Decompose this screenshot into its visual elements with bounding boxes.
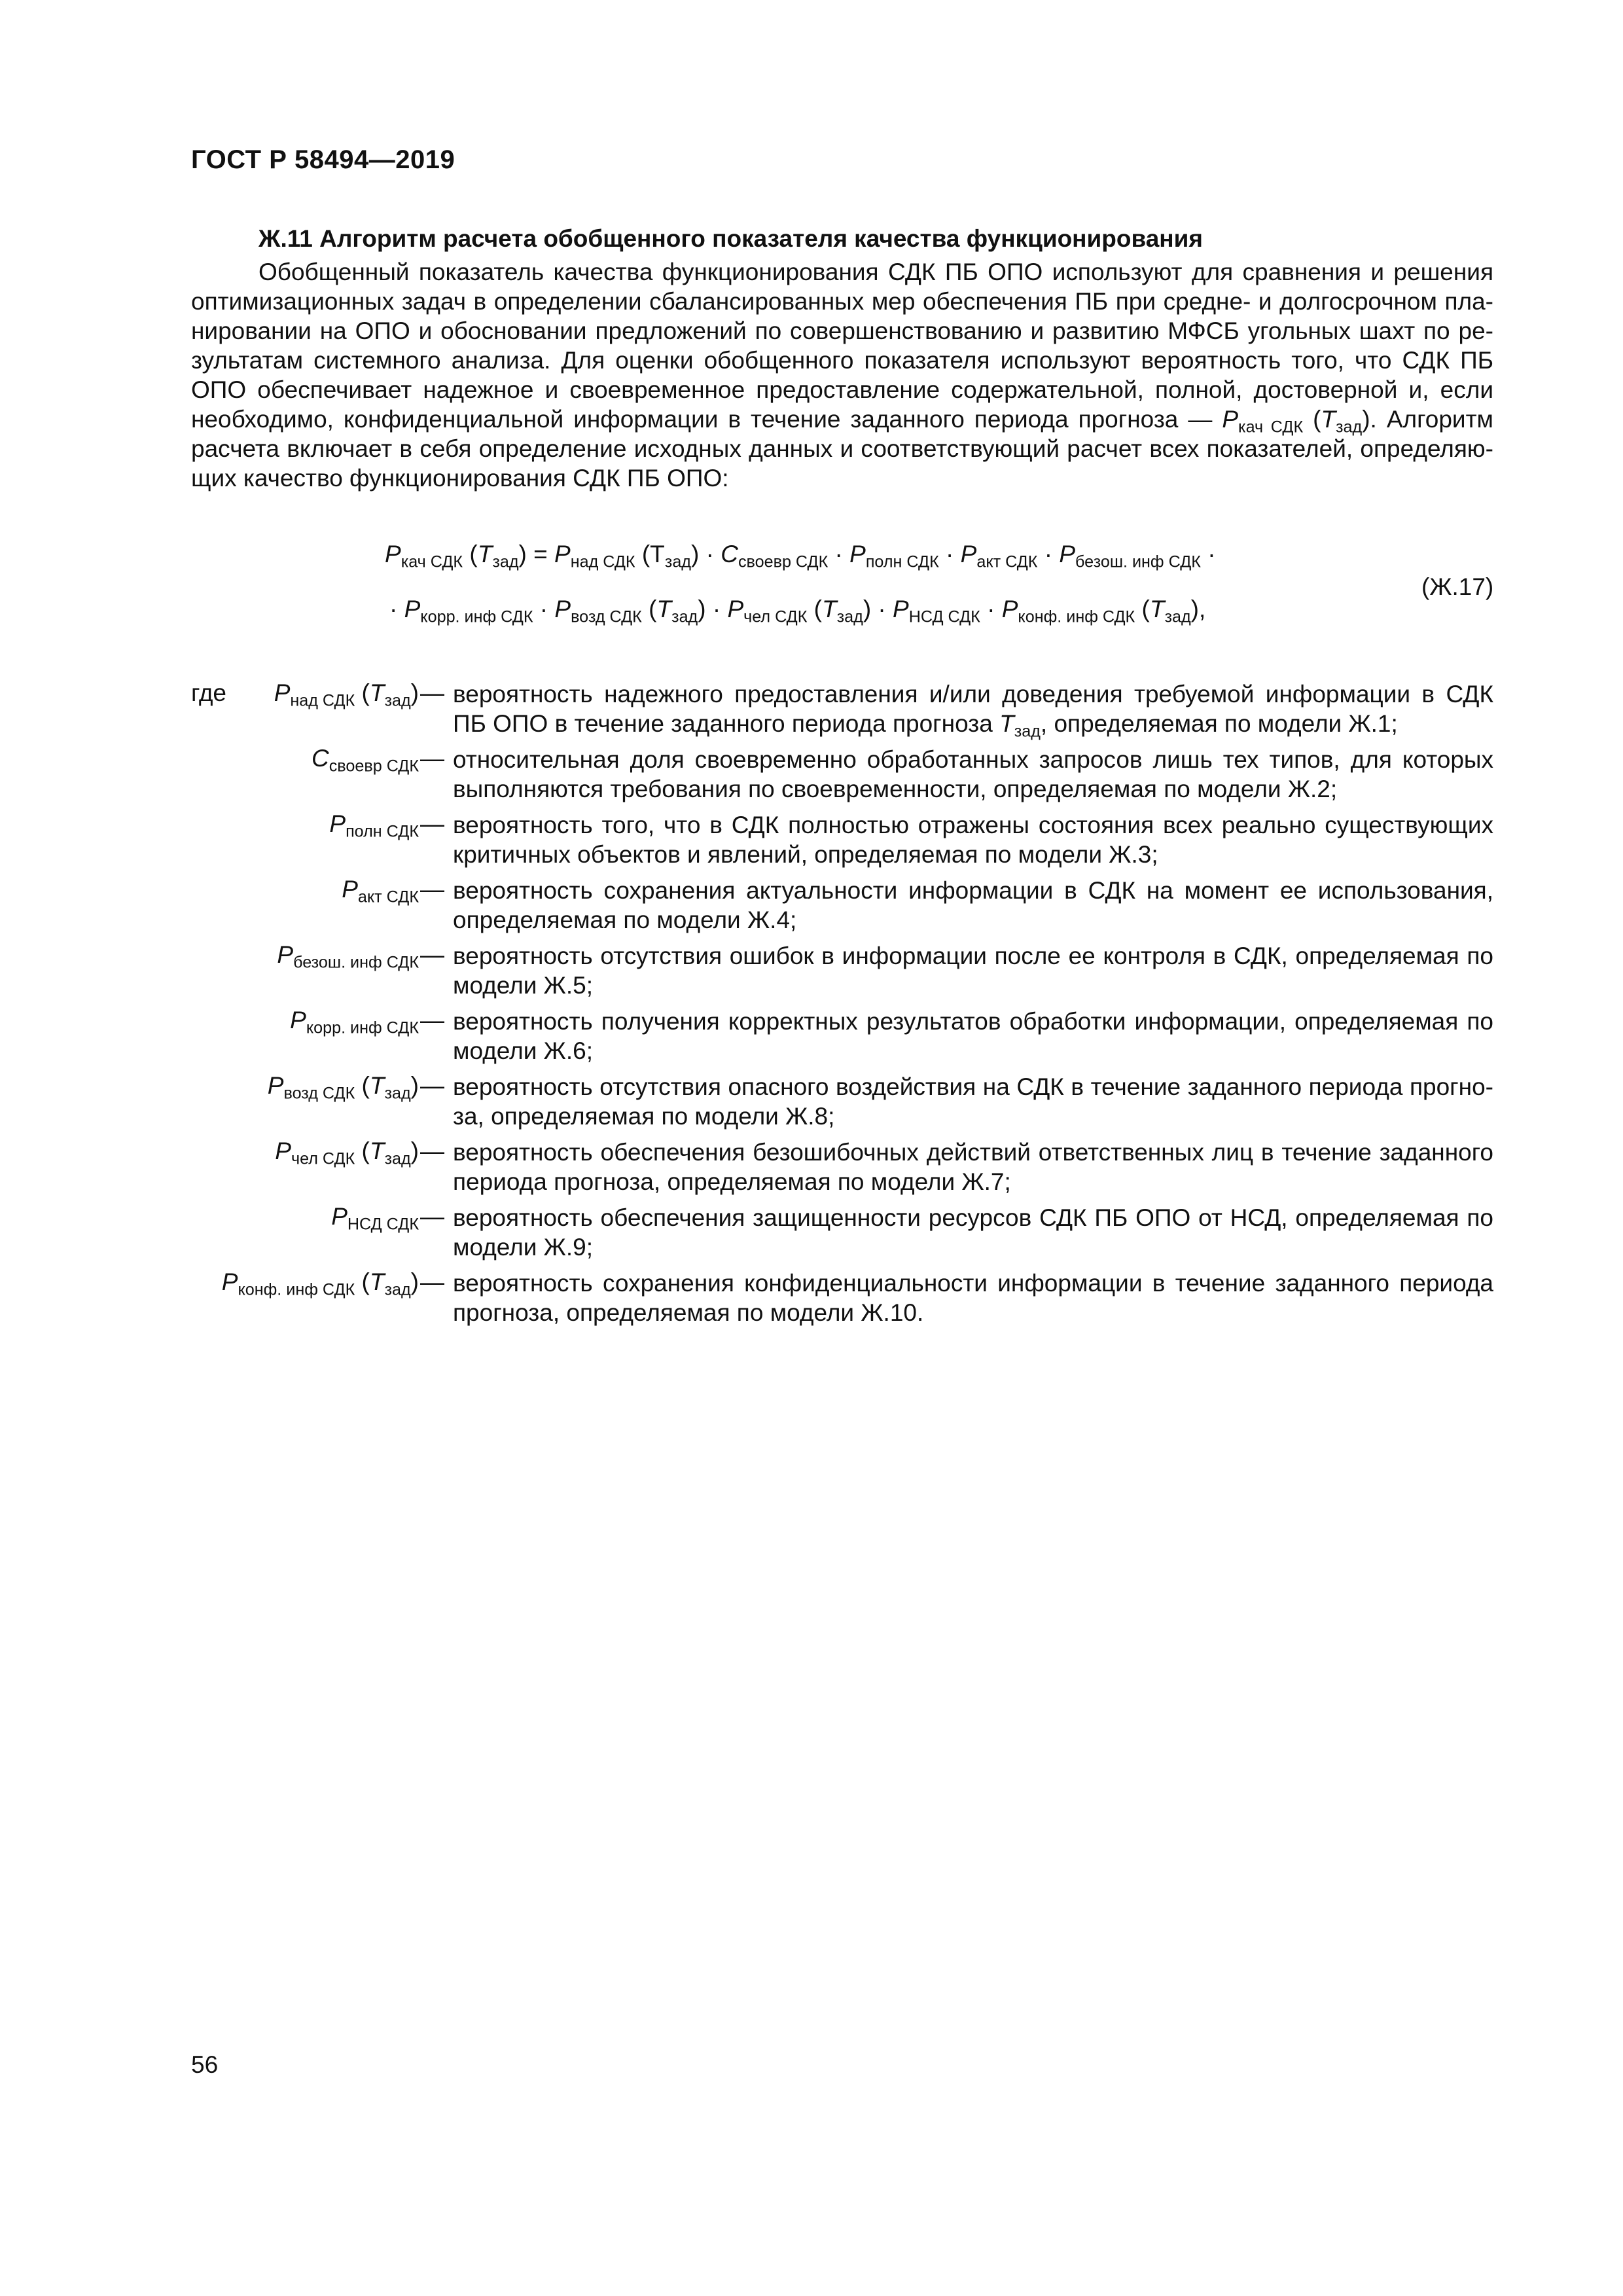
symbol-subscript: полн СДК bbox=[346, 822, 419, 841]
formula-token: (Т bbox=[635, 541, 665, 567]
symbol-subscript: безош. инф СДК bbox=[293, 953, 419, 972]
symbol-subscript: над СДК bbox=[290, 691, 355, 710]
definition-symbol: $P_{чел СДК}$ $(T_{зад})$ bbox=[275, 1138, 419, 1168]
formula-token: · bbox=[828, 541, 850, 567]
document-header: ГОСТ Р 58494—2019 bbox=[191, 145, 455, 174]
formula-subscript: акт СДК bbox=[976, 552, 1038, 571]
formula-token: P bbox=[893, 596, 909, 622]
formula-subscript: зад bbox=[492, 552, 519, 571]
definition-text bbox=[453, 1138, 1493, 1196]
formula-subscript: зад bbox=[836, 607, 863, 626]
definition-dash: — bbox=[420, 1268, 444, 1295]
formula-subscript: зад bbox=[671, 607, 698, 626]
formula-token: P bbox=[404, 596, 421, 622]
formula-subscript: своевр СДК bbox=[738, 552, 829, 571]
definition-symbol bbox=[331, 1203, 419, 1234]
paragraph-symbol-sub: кач СДК bbox=[1238, 418, 1304, 437]
definition-dash: — bbox=[420, 810, 444, 837]
definition-symbol bbox=[277, 941, 419, 972]
definition-dash: — bbox=[420, 1203, 444, 1230]
formula-token: P bbox=[1059, 541, 1076, 567]
formula-line-2 bbox=[389, 596, 1206, 626]
definition-text bbox=[453, 876, 1493, 935]
formula-token: · bbox=[1037, 541, 1060, 567]
definition-text-main: вероятность отсутствия опасного воздействия на СДК в течение заданного периода прогно-за, определяемая по модели Ж.8; bbox=[453, 1073, 1493, 1130]
definition-symbol bbox=[329, 810, 419, 841]
formula-token: ( bbox=[641, 596, 657, 622]
definition-text-main: вероятность отсутствия ошибок в информации после ее контроля в СДК, определяемая по модели Ж.5; bbox=[453, 942, 1493, 999]
section-title: Ж.11 Алгоритм расчета обобщенного показателя качества функционирования bbox=[259, 225, 1203, 252]
formula-token: ), bbox=[1190, 596, 1206, 622]
formula-token: ( bbox=[807, 596, 822, 622]
symbol-subscript: своевр СДК bbox=[329, 757, 419, 776]
paragraph-symbol: P bbox=[1222, 406, 1239, 433]
symbol-letter: P bbox=[274, 679, 291, 706]
definition-text-main: вероятность обеспечения защищенности ресурсов СДК ПБ ОПО от НСД, определяемая по модели Ж.9; bbox=[453, 1204, 1493, 1261]
definition-dash: — bbox=[420, 1138, 444, 1164]
definition-symbol bbox=[342, 876, 419, 906]
symbol-arg: T bbox=[369, 1268, 385, 1295]
definition-text-main: вероятность надежного предоставления и/или доведения требуемой информации в СДК ПБ ОПО в течение заданного периода прогноза bbox=[453, 681, 1493, 737]
symbol-arg: T bbox=[369, 679, 385, 706]
formula-line-1 bbox=[385, 541, 1216, 571]
symbol-letter: P bbox=[277, 941, 294, 968]
formula-subscript: зад bbox=[664, 552, 691, 571]
symbol-letter: P bbox=[267, 1072, 284, 1099]
formula-subscript: кач СДК bbox=[401, 552, 463, 571]
symbol-letter: P bbox=[331, 1203, 348, 1230]
formula-token: ) · bbox=[863, 596, 893, 622]
definition-text-main: относительная доля своевременно обработанных запросов лишь тех типов, для которых выполняются требования по своевременности, определяемая по модели Ж.2; bbox=[453, 746, 1493, 802]
formula-token: P bbox=[1001, 596, 1018, 622]
formula-subscript: полн СДК bbox=[865, 552, 939, 571]
definition-text bbox=[453, 1268, 1493, 1327]
definition-text bbox=[453, 1072, 1493, 1131]
paragraph-tail: Алгоритм расчета включает в себя определение исходных данных и соответствующий расчет всех показателей, определяю-щих качество функционирования СДК ПБ ОПО: bbox=[191, 406, 1493, 492]
definition-text-main: вероятность того, что в СДК полностью отражены состояния всех реально существующих критичных объектов и явлений, определяемая по модели Ж.3; bbox=[453, 812, 1493, 868]
definition-text-main: вероятность сохранения конфиденциальности информации в течение заданного периода прогноза, определяемая по модели Ж.10. bbox=[453, 1270, 1493, 1326]
definition-text bbox=[453, 1203, 1493, 1262]
symbol-arg-subscript: зад bbox=[384, 1280, 411, 1299]
symbol-letter: C bbox=[311, 745, 329, 772]
formula-subscript: безош. инф СДК bbox=[1075, 552, 1201, 571]
definition-text bbox=[453, 745, 1493, 804]
formula-number: (Ж.17) bbox=[1421, 573, 1494, 600]
formula-subscript: НСД СДК bbox=[908, 607, 980, 626]
formula-token: P bbox=[727, 596, 744, 622]
formula-subscript: зад bbox=[1164, 607, 1191, 626]
symbol-subscript: НСД СДК bbox=[347, 1215, 419, 1234]
definition-text bbox=[453, 1007, 1493, 1066]
definition-dash: — bbox=[420, 679, 444, 706]
definition-symbol: $P_{конф. инф СДК}$ $(T_{зад})$ bbox=[221, 1268, 419, 1299]
paragraph-arg: T bbox=[1321, 406, 1336, 433]
formula-token: · bbox=[980, 596, 1002, 622]
formula-token: ( bbox=[463, 541, 478, 567]
paragraph-arg-sub: зад bbox=[1336, 418, 1363, 437]
formula-subscript: над СДК bbox=[570, 552, 635, 571]
definition-dash: — bbox=[420, 876, 444, 903]
formula-token: T bbox=[477, 541, 493, 567]
symbol-arg-subscript: зад bbox=[384, 691, 411, 710]
paragraph-text: Обобщенный показатель качества функционирования СДК ПБ ОПО используют для сравнения и решения оптимизационных задач в определении сбалансированных мер обеспечения ПБ при средне- и долгосрочном пла-нировании на ОПО и обосновании предложений по совершенствованию и развитию МФСБ угольных шахт по ре-зультатам системного анализа. Для оценки обобщенного показателя используют вероятность того, что СДК ПБ ОПО обеспечивает надежное и своевременное предоставление содержательной, полной, достоверной и, если необходимо, конфиденциальной информации в течение заданного периода прогноза — bbox=[191, 259, 1493, 433]
symbol-subscript: корр. инф СДК bbox=[306, 1018, 419, 1037]
symbol-arg-subscript: зад bbox=[384, 1149, 411, 1168]
formula-token: P bbox=[554, 596, 571, 622]
definition-text-main: вероятность обеспечения безошибочных действий ответственных лиц в течение заданного периода прогноза, определяемая по модели Ж.7; bbox=[453, 1139, 1493, 1195]
definition-text bbox=[453, 810, 1493, 869]
definition-dash: — bbox=[420, 941, 444, 968]
definition-symbol: $P_{возд СДК}$ $(T_{зад})$ bbox=[267, 1072, 419, 1103]
symbol-arg: T bbox=[369, 1138, 385, 1164]
where-label: где bbox=[191, 679, 227, 706]
formula-token: C bbox=[721, 541, 738, 567]
symbol-subscript: акт СДК bbox=[357, 888, 419, 906]
definition-text bbox=[453, 679, 1493, 741]
formula-subscript: чел СДК bbox=[743, 607, 808, 626]
symbol-subscript: конф. инф СДК bbox=[238, 1280, 355, 1299]
formula-token: P bbox=[554, 541, 571, 567]
symbol-arg: T bbox=[369, 1072, 385, 1099]
section-paragraph: Обобщенный показатель качества функционирования СДК ПБ ОПО используют для сравнения и решения оптимизационных задач в определении сбалансированных мер обеспечения ПБ при средне- и долгосрочном пла-нировании на ОПО и обосновании предложений по совершенствованию и развитию МФСБ угольных шахт по ре-зультатам системного анализа. Для оценки обобщенного показателя используют вероятность того, что СДК ПБ ОПО обеспечивает надежное и своевременное предоставление содержательной, полной, достоверной и, если необходимо, конфиденциальной информации в течение заданного периода прогноза — $P_{кач СДК}$ $(T_{зад})$. Алгоритм расчета включает в себя определение исходных данных и соответствующий расчет всех показателей, определяю-щих качество функционирования СДК ПБ ОПО: bbox=[191, 259, 1493, 492]
symbol-letter: P bbox=[275, 1138, 291, 1164]
symbol-letter: P bbox=[329, 810, 346, 837]
definition-symbol bbox=[290, 1007, 419, 1037]
definition-text-main: вероятность получения корректных результатов обработки информации, определяемая по модели Ж.6; bbox=[453, 1008, 1493, 1064]
definition-dash: — bbox=[420, 745, 444, 772]
symbol-subscript: возд СДК bbox=[283, 1084, 355, 1103]
formula-token: T bbox=[656, 596, 672, 622]
formula-subscript: конф. инф СДК bbox=[1018, 607, 1135, 626]
formula-token: T bbox=[1149, 596, 1165, 622]
formula-token: ) = bbox=[518, 541, 555, 567]
formula-token: P bbox=[960, 541, 977, 567]
page-number: 56 bbox=[191, 2051, 219, 2078]
symbol-letter: P bbox=[342, 876, 358, 903]
formula-token: · bbox=[1200, 541, 1216, 567]
symbol-letter: P bbox=[290, 1007, 306, 1033]
symbol-arg-subscript: зад bbox=[384, 1084, 411, 1103]
formula-token: P bbox=[849, 541, 866, 567]
formula-token: · bbox=[389, 596, 404, 622]
formula-token: ) · bbox=[691, 541, 721, 567]
definition-symbol bbox=[311, 745, 419, 776]
formula-token: P bbox=[385, 541, 401, 567]
formula-token: · bbox=[533, 596, 555, 622]
definition-text-tail: , определяемая по модели Ж.1; bbox=[1040, 710, 1398, 737]
formula-token: ( bbox=[1135, 596, 1150, 622]
formula-token: · bbox=[938, 541, 961, 567]
formula-token: T bbox=[822, 596, 837, 622]
symbol-letter: P bbox=[221, 1268, 238, 1295]
definition-symbol: $P_{над СДК}$ $(T_{зад})$ bbox=[274, 679, 419, 710]
symbol-subscript: чел СДК bbox=[291, 1149, 355, 1168]
definition-dash: — bbox=[420, 1072, 444, 1099]
formula-subscript: корр. инф СДК bbox=[420, 607, 533, 626]
definition-inline-subscript: зад bbox=[1014, 722, 1041, 741]
definition-text bbox=[453, 941, 1493, 1000]
formula-token: ) · bbox=[698, 596, 728, 622]
definition-text-main: вероятность сохранения актуальности информации в СДК на момент ее использования, определяемая по модели Ж.4; bbox=[453, 877, 1493, 933]
definition-dash: — bbox=[420, 1007, 444, 1033]
definition-inline-symbol: T bbox=[999, 710, 1014, 737]
formula-subscript: возд СДК bbox=[571, 607, 642, 626]
